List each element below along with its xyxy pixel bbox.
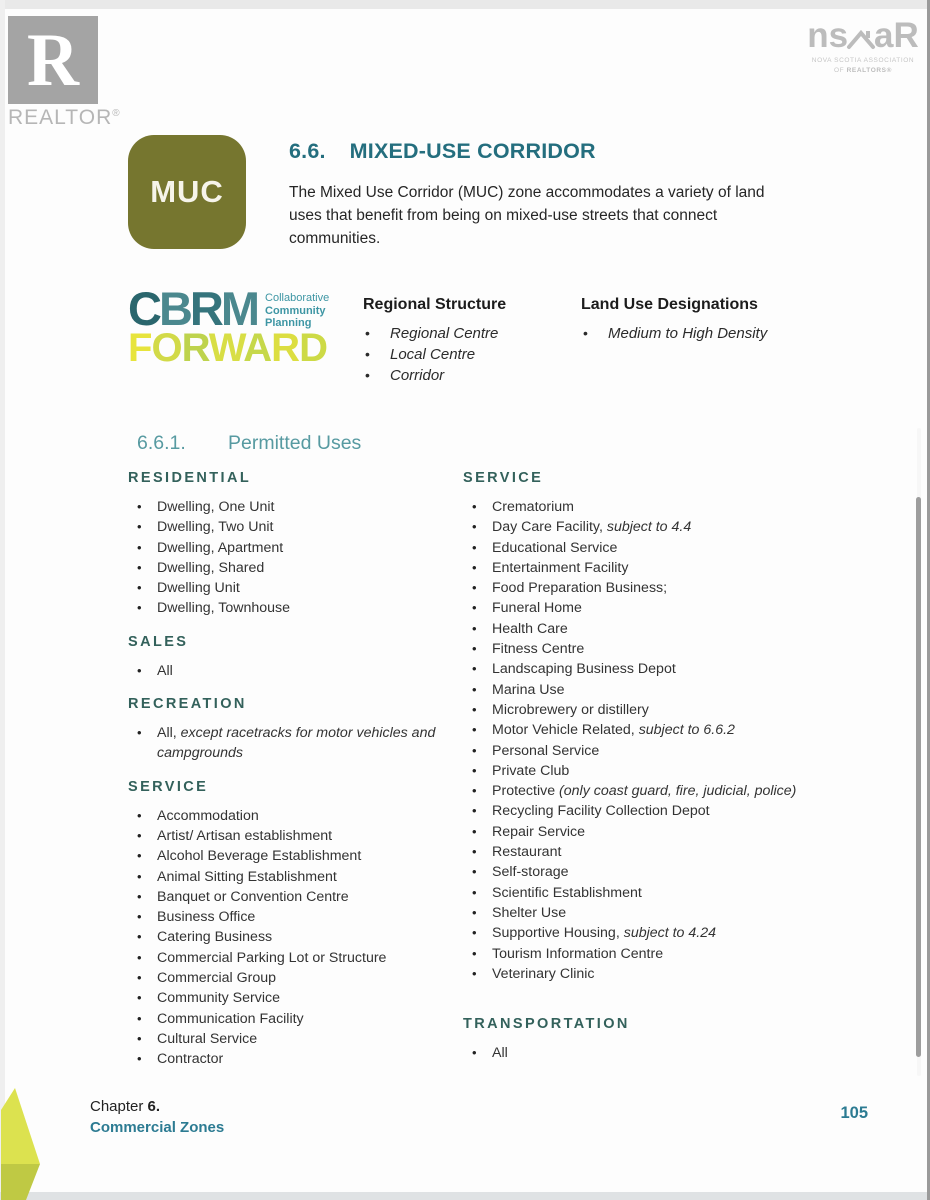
forward-letter: F (128, 326, 152, 371)
use-list-item: • Alcohol Beverage Establishment (128, 846, 462, 866)
use-section (128, 468, 462, 619)
cbrm-tagline (265, 292, 329, 330)
permitted-right-column (463, 465, 890, 1063)
use-list-item: • Fitness Centre (463, 639, 890, 659)
use-list-item: • Restaurant (463, 842, 890, 862)
use-list (463, 497, 890, 984)
chapter-label: Chapter (90, 1098, 148, 1115)
use-section-heading: RESIDENTIAL (128, 470, 252, 486)
land-use-title: Land Use Designations (581, 296, 758, 313)
use-list-item: • Commercial Parking Lot or Structure (128, 948, 462, 968)
permitted-uses-number: 6.6.1. (137, 432, 186, 454)
footer-chapter (90, 1096, 224, 1138)
use-list-item: • Contractor (128, 1049, 462, 1069)
use-list-item: • Personal Service (463, 741, 890, 761)
nsar-logo (800, 18, 926, 76)
use-list-item: • Scientific Establishment (463, 883, 890, 903)
use-list-item: • Repair Service (463, 822, 890, 842)
use-list (463, 1043, 890, 1063)
use-section-heading: SERVICE (128, 778, 209, 795)
use-list-item: • Health Care (463, 619, 890, 639)
use-list-item: • Food Preparation Business; (463, 578, 890, 598)
section-number: 6.6. (289, 139, 326, 163)
use-list-item: • Dwelling, Shared (128, 558, 462, 578)
cbrm-letter: M (220, 282, 258, 335)
use-section-heading: TRANSPORTATION (463, 1016, 630, 1033)
use-list-item: • Artist/ Artisan establishment (128, 826, 462, 846)
section-heading (289, 139, 596, 164)
forward-wordmark (128, 326, 358, 371)
scan-edge-top (0, 0, 930, 9)
permitted-uses (128, 432, 890, 1068)
use-list-item: • Business Office (128, 907, 462, 927)
use-list-item: • Entertainment Facility (463, 558, 890, 578)
use-list-item: • Day Care Facility, subject to 4.4 (463, 517, 890, 537)
cbrm-tagline-line: Planning (265, 317, 312, 329)
use-list-item: • All (128, 661, 462, 681)
use-list-item: • Funeral Home (463, 598, 890, 618)
forward-letter: W (208, 326, 244, 371)
page-number: 105 (840, 1104, 868, 1122)
use-list (128, 497, 462, 619)
use-list-item: • Communication Facility (128, 1009, 462, 1029)
use-list-item: • Tourism Information Centre (463, 944, 890, 964)
scrollbar-thumb[interactable] (916, 497, 921, 1057)
use-list-item: • Cultural Service (128, 1029, 462, 1049)
list-item: • Local Centre (363, 344, 558, 365)
use-list-item: • Supportive Housing, subject to 4.24 (463, 923, 890, 943)
use-list-item: • Animal Sitting Establishment (128, 867, 462, 887)
use-section-heading: RECREATION (128, 696, 247, 713)
use-list-item: • Dwelling Unit (128, 578, 462, 598)
nsar-letters-right: aR (874, 16, 919, 55)
forward-letter: O (151, 326, 182, 371)
scan-edge-bottom (0, 1192, 930, 1200)
house-roof-icon (846, 23, 876, 53)
zone-badge-label: MUC (150, 174, 224, 209)
land-use-list (581, 323, 831, 344)
use-list-item: • Catering Business (128, 927, 462, 947)
use-list-item: • Private Club (463, 761, 890, 781)
permitted-uses-title: Permitted Uses (228, 432, 362, 454)
realtor-block-letter: R (27, 18, 79, 102)
use-list-item: • Dwelling, Townhouse (128, 598, 462, 618)
cbrm-tagline-line: Community (265, 304, 326, 317)
cbrm-wordmark (128, 282, 258, 335)
use-section (128, 694, 462, 764)
use-list (128, 723, 462, 764)
forward-letter: R (181, 326, 209, 371)
use-section (128, 632, 462, 681)
use-list-item: • All (463, 1043, 890, 1063)
use-list-item: • Marina Use (463, 680, 890, 700)
use-section (463, 1014, 890, 1063)
use-list-item: • Commercial Group (128, 968, 462, 988)
cbrm-letter: B (158, 282, 190, 335)
use-list-item: • Motor Vehicle Related, subject to 6.6.2 (463, 720, 890, 740)
list-item: • Regional Centre (363, 323, 558, 344)
realtor-block-r-icon (8, 16, 98, 104)
use-list-item: • Shelter Use (463, 903, 890, 923)
use-list-item: • Educational Service (463, 538, 890, 558)
use-list-item: • Veterinary Clinic (463, 964, 890, 984)
use-list-item: • Crematorium (463, 497, 890, 517)
forward-letter: D (299, 326, 327, 371)
use-section (128, 777, 462, 1070)
cbrm-letter: R (189, 282, 221, 335)
use-list-item: • All, except racetracks for motor vehicles and campgrounds (128, 723, 462, 764)
cbrm-letter: C (128, 282, 159, 335)
use-section-heading: SALES (128, 633, 189, 650)
use-list-item: • Accommodation (128, 806, 462, 826)
registered-mark: ® (112, 108, 121, 119)
realtor-logo (8, 16, 121, 130)
chapter-number: 6. (147, 1098, 161, 1115)
cbrm-tagline-line: Collaborative (265, 292, 330, 304)
use-list-item: • Landscaping Business Depot (463, 659, 890, 679)
use-list (128, 661, 462, 681)
realtor-wordmark: REALTOR® (8, 106, 121, 129)
corner-arrow-graphic (0, 1084, 46, 1200)
use-list (128, 806, 462, 1070)
zone-badge (128, 135, 246, 249)
cbrm-forward-logo (128, 282, 358, 371)
nsar-subtitle: NOVA SCOTIA ASSOCIATION OF REALTORS® (811, 57, 915, 74)
list-item: • Medium to High Density (581, 323, 831, 344)
scan-edge-left (0, 0, 5, 1200)
use-list-item: • Recycling Facility Collection Depot (463, 801, 890, 821)
use-list-item: • Dwelling, Apartment (128, 538, 462, 558)
use-list-item: • Protective (only coast guard, fire, judicial, police) (463, 781, 890, 801)
forward-letter: A (243, 326, 272, 371)
land-use-block (581, 296, 831, 344)
use-list-item: • Community Service (128, 988, 462, 1008)
use-section-heading: SERVICE (463, 470, 544, 486)
list-item: • Corridor (363, 365, 558, 386)
zone-description: The Mixed Use Corridor (MUC) zone accommodates a variety of land uses that benefit from being on mixed-use streets that connect communities. (289, 184, 765, 247)
permitted-left-column (128, 465, 462, 1070)
use-list-item: • Banquet or Convention Centre (128, 887, 462, 907)
use-list-item: • Self-storage (463, 862, 890, 882)
section-title: MIXED-USE CORRIDOR (349, 139, 596, 163)
forward-letter: R (271, 326, 300, 371)
permitted-uses-heading (128, 432, 890, 455)
regional-structure-list (363, 323, 558, 386)
use-section (463, 468, 890, 984)
use-list-item: • Dwelling, One Unit (128, 497, 462, 517)
chapter-title: Commercial Zones (90, 1119, 225, 1136)
use-list-item: • Dwelling, Two Unit (128, 517, 462, 537)
regional-structure-block (363, 296, 558, 386)
use-list-item: • Microbrewery or distillery (463, 700, 890, 720)
nsar-letters-left: ns (807, 16, 849, 55)
regional-structure-title: Regional Structure (363, 296, 507, 313)
